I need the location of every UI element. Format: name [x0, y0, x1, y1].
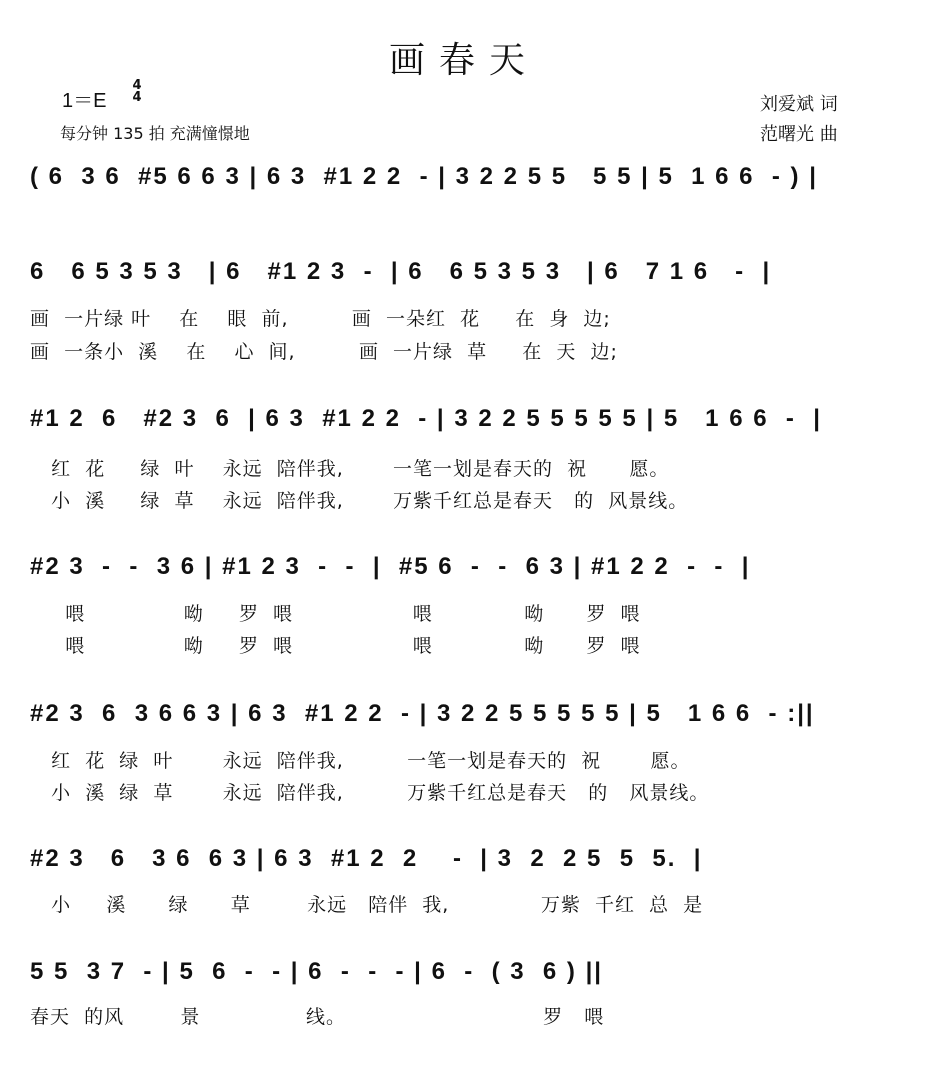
key-signature: 1＝E: [62, 90, 107, 112]
lyric-verse-1: 红 花 绿 叶 永远 陪伴我, 一笔一划是春天的 祝 愿。: [30, 458, 670, 480]
lyric-verse-2: 喂 呦 罗 喂 喂 呦 罗 喂: [30, 635, 641, 657]
notation: 5 5 3 7 - | 5 6 - - | 6 - - - | 6 - ( 3 6 ) ||: [30, 958, 604, 985]
score-line-7: [30, 958, 908, 1028]
lyric-verse-2: 画 一条小 溪 在 心 间, 画 一片绿 草 在 天 边;: [30, 341, 618, 363]
lyricist-credit: 刘爱斌 词: [760, 94, 838, 115]
score-line-1: [30, 163, 908, 203]
lyric-verse-1: 红 花 绿 叶 永远 陪伴我, 一笔一划是春天的 祝 愿。: [30, 750, 691, 772]
notation: #1 2 6 #2 3 6 | 6 3 #1 2 2 - | 3 2 2 5 5 5 5 5 | 5 1 6 6 - |: [30, 405, 822, 432]
notation: #2 3 - - 3 6 | #1 2 3 - - | #5 6 - - 6 3 | #1 2 2 - - |: [30, 553, 751, 580]
notation: #2 3 6 3 6 6 3 | 6 3 #1 2 2 - | 3 2 2 5 5 5 5 5 | 5 1 6 6 - :||: [30, 700, 815, 727]
score-line-6: [30, 845, 908, 916]
notation: ( 6 3 6 #5 6 6 3 | 6 3 #1 2 2 - | 3 2 2 5 5 5 5 | 5 1 6 6 - ) |: [30, 163, 818, 190]
song-title: 画春天: [388, 40, 539, 81]
lyric-verse-2: 小 溪 绿 草 永远 陪伴我, 万紫千红总是春天 的 风景线。: [30, 490, 689, 512]
score-line-2: [30, 258, 908, 363]
meter-bottom: 4: [132, 90, 142, 105]
score-line-3: [30, 405, 908, 512]
score-line-4: [30, 553, 908, 657]
score-line-5: [30, 700, 908, 804]
meter-top: 4: [132, 78, 142, 93]
lyric-verse-1: 喂 呦 罗 喂 喂 呦 罗 喂: [30, 603, 641, 625]
time-signature: [128, 80, 146, 104]
notation: #2 3 6 3 6 6 3 | 6 3 #1 2 2 - | 3 2 2 5 5 5. |: [30, 845, 703, 872]
tempo-marking: 每分钟 135 拍 充满憧憬地: [60, 124, 250, 143]
notation: 6 6 5 3 5 3 | 6 #1 2 3 - | 6 6 5 3 5 3 | 6 7 1 6 - |: [30, 258, 772, 285]
lyric-verse-1: 小 溪 绿 草 永远 陪伴 我, 万紫 千红 总 是: [30, 894, 704, 916]
lyric-verse-1: 春天 的风 景 线。 罗 喂: [30, 1006, 605, 1028]
composer-credit: 范曙光 曲: [760, 124, 838, 145]
lyric-verse-2: 小 溪 绿 草 永远 陪伴我, 万紫千红总是春天 的 风景线。: [30, 782, 710, 804]
lyric-verse-1: 画 一片绿 叶 在 眼 前, 画 一朵红 花 在 身 边;: [30, 308, 611, 330]
